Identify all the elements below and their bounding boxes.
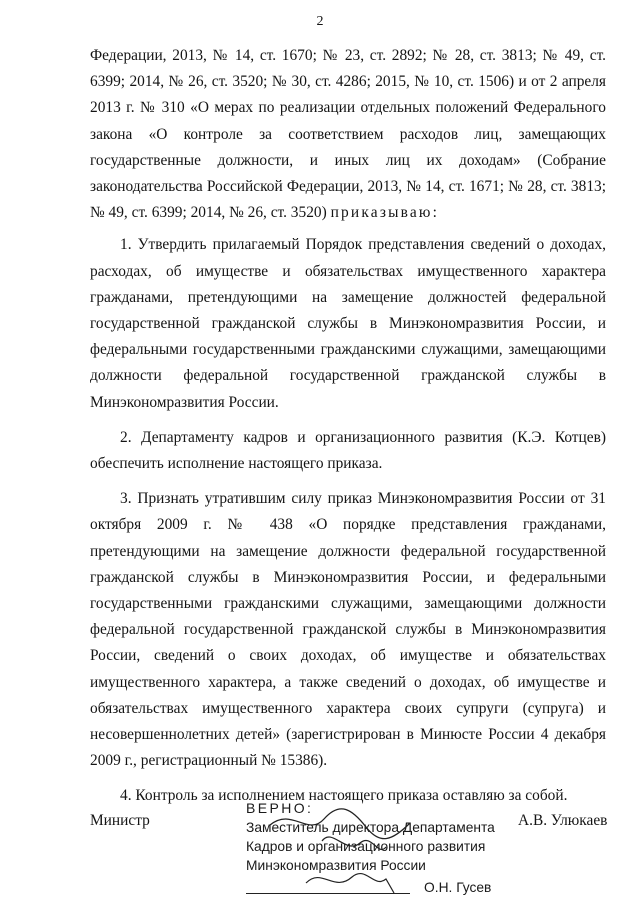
stamp-signer-name: О.Н. Гусев: [424, 880, 492, 895]
signature-line: [246, 893, 410, 894]
intro-paragraph: [90, 43, 606, 226]
order-item-4: 4. Контроль за исполнением настоящего приказа оставляю за собой.: [120, 787, 568, 805]
intro-text: Федерации, 2013, № 14, ст. 1670; № 23, ст. 2892; № 28, ст. 3813; № 49, ст. 6399; 2014, № 26, ст. 3520; № 30, ст. 4286; 2015, № 10, ст. 1506) и от 2 апреля 2013 г. № 310 «О мерах по реализации отдельных положений Федерального закона «О контроле за соответствием расходов лиц, замещающих государственные должности, и иных лиц их доходам» (Собрание законодательства Российской Федерации, 2013, № 14, ст. 1671; № 28, ст. 3813; № 49, ст. 6399; 2014, № 26, ст. 3520): [90, 47, 606, 222]
stamp-line-ministry: Минэкономразвития России: [246, 858, 426, 873]
certification-stamp: [246, 799, 506, 900]
command-word: приказываю:: [330, 204, 440, 222]
document-body: [90, 43, 606, 810]
minister-position: Министр: [90, 812, 150, 829]
stamp-signature-row: [246, 878, 506, 900]
minister-name: А.В. Улюкаев: [518, 812, 608, 829]
order-item-2: 2. Департаменту кадров и организационного развития (К.Э. Котцев) обеспечить исполнение настоящего приказа.: [90, 428, 606, 473]
stamp-line-position: Заместитель директора Департамента: [246, 820, 495, 835]
order-item-1: 1. Утвердить прилагаемый Порядок представления сведений о доходах, расходах, об имуществе и обязательствах имущественного характера гражданами, претендующими на замещение должностей федеральной государственной гражданской службы в Минэкономразвития России, и федеральными государственными гражданскими служащими, замещающими должности федеральной государственной гражданской службы в Минэкономразвития России.: [90, 236, 606, 411]
page-number: 2: [316, 14, 324, 29]
stamp-title: ВЕРНО:: [246, 800, 314, 816]
order-item-3: 3. Признать утратившим силу приказ Минэкономразвития России от 31 октября 2009 г. № 438 «О порядке представления гражданами, претендующими на замещение должности федеральной государственной гражданской службы в Минэкономразвития России, и федеральными государственными гражданскими служащими, замещающими должности федеральной государственной гражданской службы в Минэкономразвития России, сведений о своих доходах, об имуществе и обязательствах имущественного характера, а также сведений о доходах, об имуществе и обязательствах имущественного характера своих супруги (супруга) и несовершеннолетних детей» (зарегистрирован в Минюсте России 4 декабря 2009 г., регистрационный № 15386).: [90, 490, 606, 770]
stamp-line-department: Кадров и организационного развития: [246, 839, 486, 854]
